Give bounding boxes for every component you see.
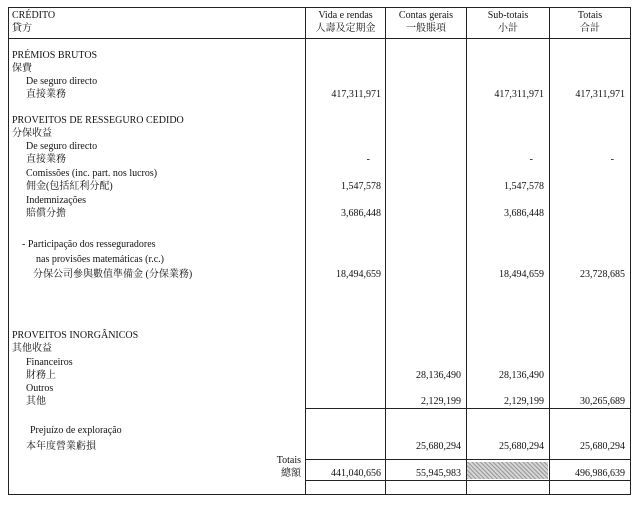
totals-label-pt: Totais	[276, 455, 301, 466]
col-divider-life	[305, 7, 306, 494]
inorganic-title-pt: PROVEITOS INORGÂNICOS	[12, 330, 139, 341]
participation-pt-line2: nas provisões matemáticas (r.c.)	[36, 254, 165, 265]
col-header-life-pt: Vida e rendas	[318, 10, 373, 21]
other-pt: Outros	[26, 383, 54, 394]
totals-general-value: 55,945,983	[416, 468, 461, 479]
premiums-subtotal-value: 417,311,971	[494, 89, 544, 100]
loss-label-pt: Prejuízo de exploração	[30, 425, 122, 436]
participation-subtotal-value: 18,494,659	[499, 269, 544, 280]
indemnities-zh: 賠償分擔	[26, 208, 66, 219]
premiums-life-value: 417,311,971	[331, 89, 381, 100]
participation-total-value: 23,728,685	[580, 269, 625, 280]
commissions-life-value: 1,547,578	[341, 181, 381, 192]
table-left-border	[8, 7, 9, 494]
credit-label-pt: CRÉDITO	[12, 10, 56, 21]
col-header-total-zh: 合計	[580, 23, 600, 34]
table-right-border	[630, 7, 631, 494]
col-header-subtotal-zh: 小計	[498, 23, 518, 34]
reinsurance-title-pt: PROVEITOS DE RESSEGURO CEDIDO	[12, 115, 184, 126]
totals-life-value: 441,040,656	[331, 468, 381, 479]
totals-label-zh: 總額	[281, 468, 301, 479]
reinsurance-direct-pt: De seguro directo	[26, 141, 98, 152]
financial-pt: Financeiros	[26, 357, 73, 368]
reinsurance-direct-total-value: -	[610, 154, 614, 165]
other-subtotal-value: 2,129,199	[504, 396, 544, 407]
participation-zh: 分保公司參與數值準備金 (分保業務)	[33, 269, 193, 280]
col-header-total-pt: Totais	[577, 10, 603, 21]
reinsurance-direct-zh: 直接業務	[26, 154, 66, 165]
premiums-title-pt: PRÉMIOS BRUTOS	[12, 50, 98, 61]
col-divider-total	[549, 7, 550, 494]
financial-subtotal-value: 28,136,490	[499, 370, 544, 381]
loss-general-value: 25,680,294	[416, 441, 461, 452]
col-divider-general	[385, 7, 386, 494]
other-zh: 其他	[26, 396, 46, 407]
col-header-subtotal-pt: Sub-totais	[487, 10, 529, 21]
col-divider-subtotal	[466, 7, 467, 494]
reinsurance-title-zh: 分保收益	[12, 128, 52, 139]
totals-top-border	[305, 459, 631, 460]
indemnities-subtotal-value: 3,686,448	[504, 208, 544, 219]
participation-pt-line1: - Participação dos resseguradores	[22, 239, 156, 250]
commissions-subtotal-value: 1,547,578	[504, 181, 544, 192]
col-header-general-zh: 一般賬項	[406, 23, 446, 34]
subtotal-totals-shading	[467, 462, 548, 479]
loss-total-value: 25,680,294	[580, 441, 625, 452]
totals-bottom-border	[305, 480, 631, 481]
participation-life-value: 18,494,659	[336, 269, 381, 280]
commissions-pt: Comissões (inc. part. nos lucros)	[26, 168, 158, 179]
indemnities-pt: Indemnizações	[26, 195, 86, 206]
col-header-general-pt: Contas gerais	[398, 10, 454, 21]
financial-general-value: 28,136,490	[416, 370, 461, 381]
other-total-value: 30,265,689	[580, 396, 625, 407]
other-general-value: 2,129,199	[421, 396, 461, 407]
table-bottom-border	[8, 494, 631, 495]
table-top-border	[8, 7, 631, 8]
premiums-title-zh: 保費	[12, 63, 32, 74]
premiums-total-value: 417,311,971	[575, 89, 625, 100]
commissions-zh: 佣金(包括紅利分配)	[26, 181, 113, 192]
reinsurance-direct-subtotal-value: -	[529, 154, 533, 165]
loss-subtotal-value: 25,680,294	[499, 441, 544, 452]
loss-label-zh: 本年度營業虧損	[26, 441, 96, 452]
premiums-direct-zh: 直接業務	[26, 89, 66, 100]
totals-total-value: 496,986,639	[575, 468, 625, 479]
col-header-life-zh: 人壽及定期金	[315, 23, 376, 34]
financial-zh: 財務上	[26, 370, 56, 381]
indemnities-life-value: 3,686,448	[341, 208, 381, 219]
inorganic-title-zh: 其他收益	[12, 343, 52, 354]
loss-top-border	[305, 408, 631, 409]
premiums-direct-pt: De seguro directo	[26, 76, 98, 87]
header-bottom-border	[8, 38, 631, 39]
credit-label-zh: 貸方	[12, 23, 32, 34]
reinsurance-direct-life-value: -	[366, 154, 370, 165]
